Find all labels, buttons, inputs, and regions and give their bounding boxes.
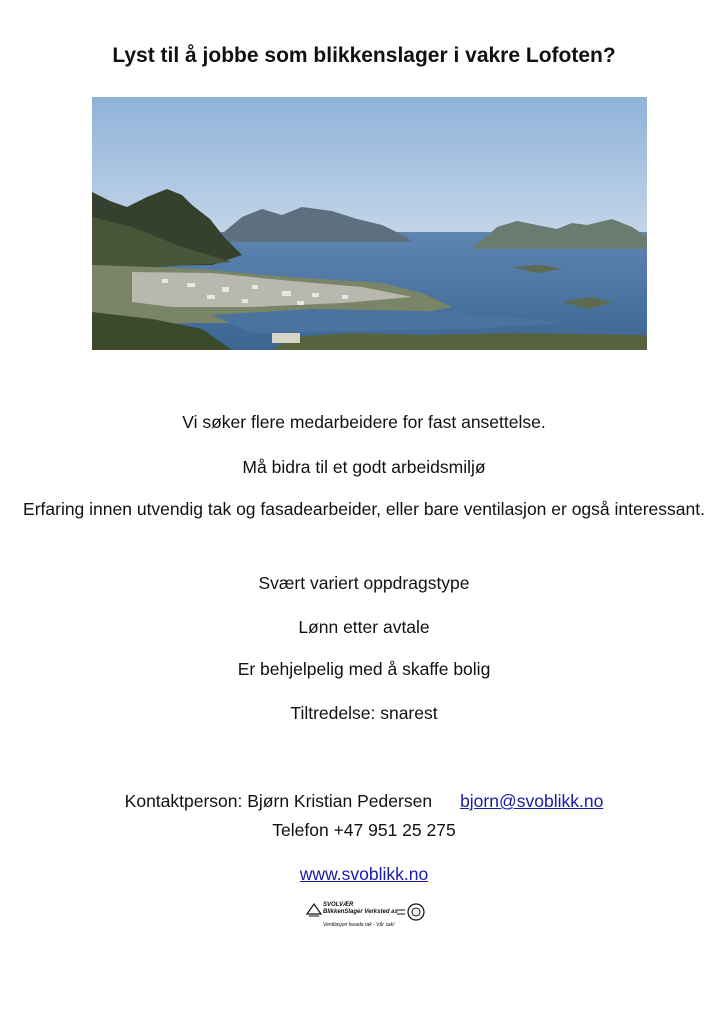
- phone-number: Telefon +47 951 25 275: [272, 820, 456, 840]
- logo-tagline: Ventilasjon fasade tak - Vår sak!: [323, 922, 395, 928]
- paragraph-work-environment: Må bidra til et godt arbeidsmiljø: [242, 457, 486, 477]
- contact-person: Kontaktperson: Bjørn Kristian Pedersen: [124, 791, 433, 811]
- logo-line2: BlikkenSlager Verksted as: [323, 909, 398, 915]
- paragraph-recruiting: Vi søker flere medarbeidere for fast ansettelse.: [182, 412, 546, 432]
- paragraph-housing: Er behjelpelig med å skaffe bolig: [237, 659, 491, 679]
- website-link[interactable]: www.svoblikk.no: [299, 864, 429, 884]
- contact-line: [0, 788, 728, 814]
- paragraph-experience: Erfaring innen utvendig tak og fasadearbeider, eller bare ventilasjon er også interessant.: [23, 499, 705, 519]
- company-logo: [305, 900, 427, 932]
- paragraph-salary: Lønn etter avtale: [298, 617, 430, 637]
- email-link[interactable]: bjorn@svoblikk.no: [460, 791, 604, 811]
- paragraph-start-date: Tiltredelse: snarest: [290, 703, 438, 723]
- page-title: Lyst til å jobbe som blikkenslager i vakre Lofoten?: [112, 44, 616, 67]
- landscape-photo: [92, 97, 647, 350]
- paragraph-assignment-types: Svært variert oppdragstype: [258, 573, 470, 593]
- logo-line1: SVOLVÆR: [323, 902, 354, 908]
